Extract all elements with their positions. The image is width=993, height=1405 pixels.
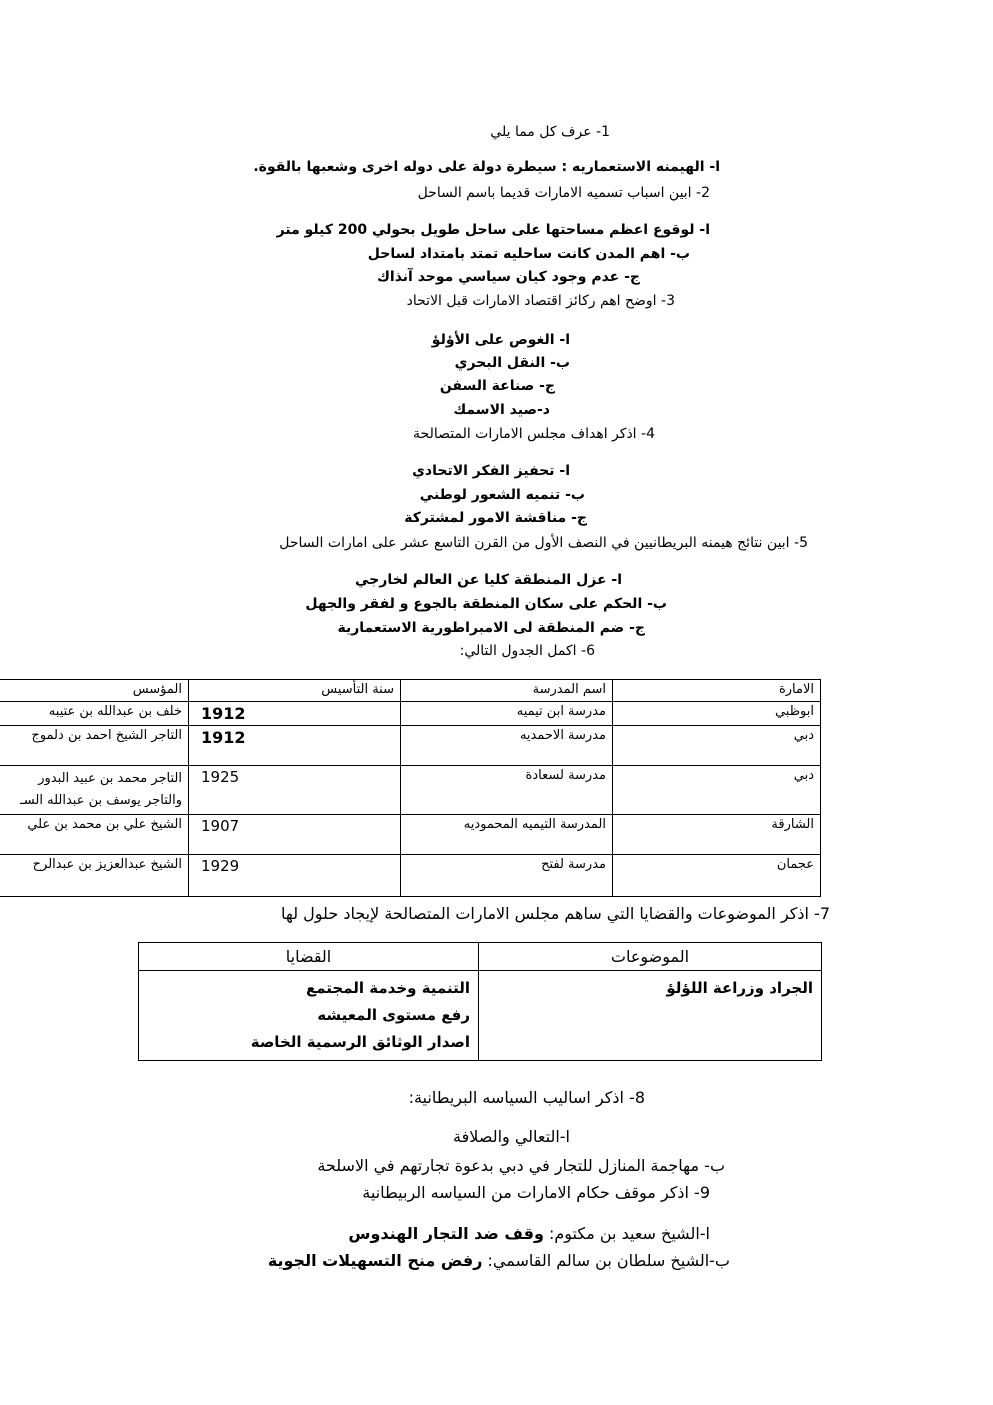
q2-answer-a: ا- لوقوع اعظم مساحتها على ساحل طويل بحولي 200 كيلو متر	[276, 222, 710, 238]
cell-school: مدرسة الاحمديه	[401, 726, 613, 766]
q4-answer-c: ج- مناقشة الامور لمشتركة	[404, 510, 587, 526]
q3-answer-b: ب- النقل البحري	[454, 355, 570, 371]
table-row	[0, 855, 821, 897]
q4-answer-b: ب- تنميه الشعور لوطني	[419, 487, 585, 503]
header-emirate: الامارة	[613, 680, 821, 702]
cell-year: 1912	[189, 726, 401, 766]
cell-school: مدرسة ابن تيميه	[401, 702, 613, 726]
q9-b-label: ب-الشيخ سلطان بن سالم القاسمي:	[487, 1251, 730, 1270]
cell-school: المدرسة التيميه المحموديه	[401, 815, 613, 855]
header-issues: القضايا	[139, 943, 479, 971]
table-row	[0, 702, 821, 726]
q3-answer-c: ج- صناعة السفن	[439, 378, 555, 394]
q5-answer-b: ب- الحكم على سكان المنطقة بالجوع و لفقر والجهل	[305, 596, 667, 612]
issue-2: رفع مستوى المعيشه	[317, 1006, 470, 1024]
cell-year: 1907	[189, 815, 401, 855]
cell-founder: الشيخ علي بن محمد بن علي	[0, 815, 189, 855]
header-year: سنة التأسيس	[189, 680, 401, 702]
q9-answer-b	[265, 1251, 730, 1271]
cell-founder: الشيخ عبدالعزيز بن عبدالرح	[0, 855, 189, 897]
q9-a-label: ا-الشيخ سعيد بن مكتوم:	[548, 1224, 710, 1243]
cell-year: 1929	[189, 855, 401, 897]
header-school: اسم المدرسة	[401, 680, 613, 702]
q1-heading: 1- عرف كل مما يلي	[490, 124, 610, 140]
q2-heading: 2- ابين اسباب تسميه الامارات قديما باسم الساحل	[417, 185, 710, 201]
q9-a-value: وقف ضد التجار الهندوس	[348, 1224, 544, 1243]
q5-answer-a: ا- عزل المنطقة كليا عن العالم لخارجي	[355, 572, 622, 588]
q1-answer: ا- الهيمنه الاستعماريه : سيطرة دولة على دوله اخرى وشعبها بالقوة.	[253, 159, 720, 175]
q9-b-value: رفض منح التسهيلات الجوية	[267, 1251, 483, 1270]
schools-table	[0, 679, 821, 897]
q9-answer-a	[310, 1224, 710, 1244]
founder-line-2: والتاجر يوسف بن عبدالله السـ	[20, 793, 182, 808]
cell-school: مدرسة لفتح	[401, 855, 613, 897]
topics-table	[138, 942, 822, 1061]
q4-heading: 4- اذكر اهداف مجلس الامارات المتصالحة	[413, 426, 655, 442]
cell-topics: الجراد وزراعة اللؤلؤ	[479, 971, 822, 1061]
header-founder: المؤسس	[0, 680, 189, 702]
cell-year: 1912	[189, 702, 401, 726]
table-row	[0, 766, 821, 815]
q8-heading: 8- اذكر اساليب السياسه البريطانية:	[408, 1088, 645, 1107]
q2-answer-b: ب- اهم المدن كانت ساحليه تمتد بامتداد لساحل	[367, 246, 690, 262]
q8-answer-a: ا-التعالي والصلافة	[453, 1127, 570, 1146]
cell-emirate: ابوظبي	[613, 702, 821, 726]
cell-year: 1925	[189, 766, 401, 815]
table-row	[0, 726, 821, 766]
header-topics: الموضوعات	[479, 943, 822, 971]
table-row	[0, 815, 821, 855]
q3-heading: 3- اوضح اهم ركائز اقتصاد الامارات قبل الاتحاد	[406, 293, 675, 309]
cell-emirate: دبي	[613, 726, 821, 766]
cell-emirate: الشارقة	[613, 815, 821, 855]
q9-heading: 9- اذكر موقف حكام الامارات من السياسه الربيطانية	[362, 1183, 710, 1202]
q2-answer-c: ج- عدم وجود كيان سياسي موحد آنذاك	[377, 269, 640, 285]
issue-1: التنمية وخدمة المجتمع	[306, 979, 470, 997]
q6-heading: 6- اكمل الجدول التالي:	[459, 643, 595, 659]
cell-founder: التاجر الشيخ احمد بن دلموج	[0, 726, 189, 766]
cell-emirate: دبي	[613, 766, 821, 815]
q8-answer-b: ب- مهاجمة المنازل للتجار في دبي بدعوة تجارتهم في الاسلحة	[317, 1156, 725, 1175]
issue-3: اصدار الوثائق الرسمية الخاصة	[250, 1033, 470, 1051]
cell-issues	[139, 971, 479, 1061]
cell-school: مدرسة لسعادة	[401, 766, 613, 815]
q7-heading: 7- اذكر الموضوعات والقضايا التي ساهم مجلس الامارات المتصالحة لإيجاد حلول لها	[280, 904, 830, 923]
q3-answer-a: ا- الغوص على الأؤلؤ	[431, 332, 570, 348]
q5-answer-c: ج- ضم المنطقة لى الامبراطورية الاستعمارية	[337, 620, 645, 636]
cell-founder: خلف بن عبدالله بن عتيبه	[0, 702, 189, 726]
cell-founder	[0, 766, 189, 815]
q3-answer-d: د-صيد الاسمك	[453, 402, 550, 418]
founder-line-1: التاجر محمد بن عبيد البدور	[38, 771, 182, 786]
cell-emirate: عجمان	[613, 855, 821, 897]
q5-heading: 5- ابين نتائج هيمنه البريطانيين في النصف الأول من القرن التاسع عشر على امارات الساحل	[279, 535, 808, 551]
q4-answer-a: ا- تحفيز الفكر الاتحادي	[412, 463, 570, 479]
